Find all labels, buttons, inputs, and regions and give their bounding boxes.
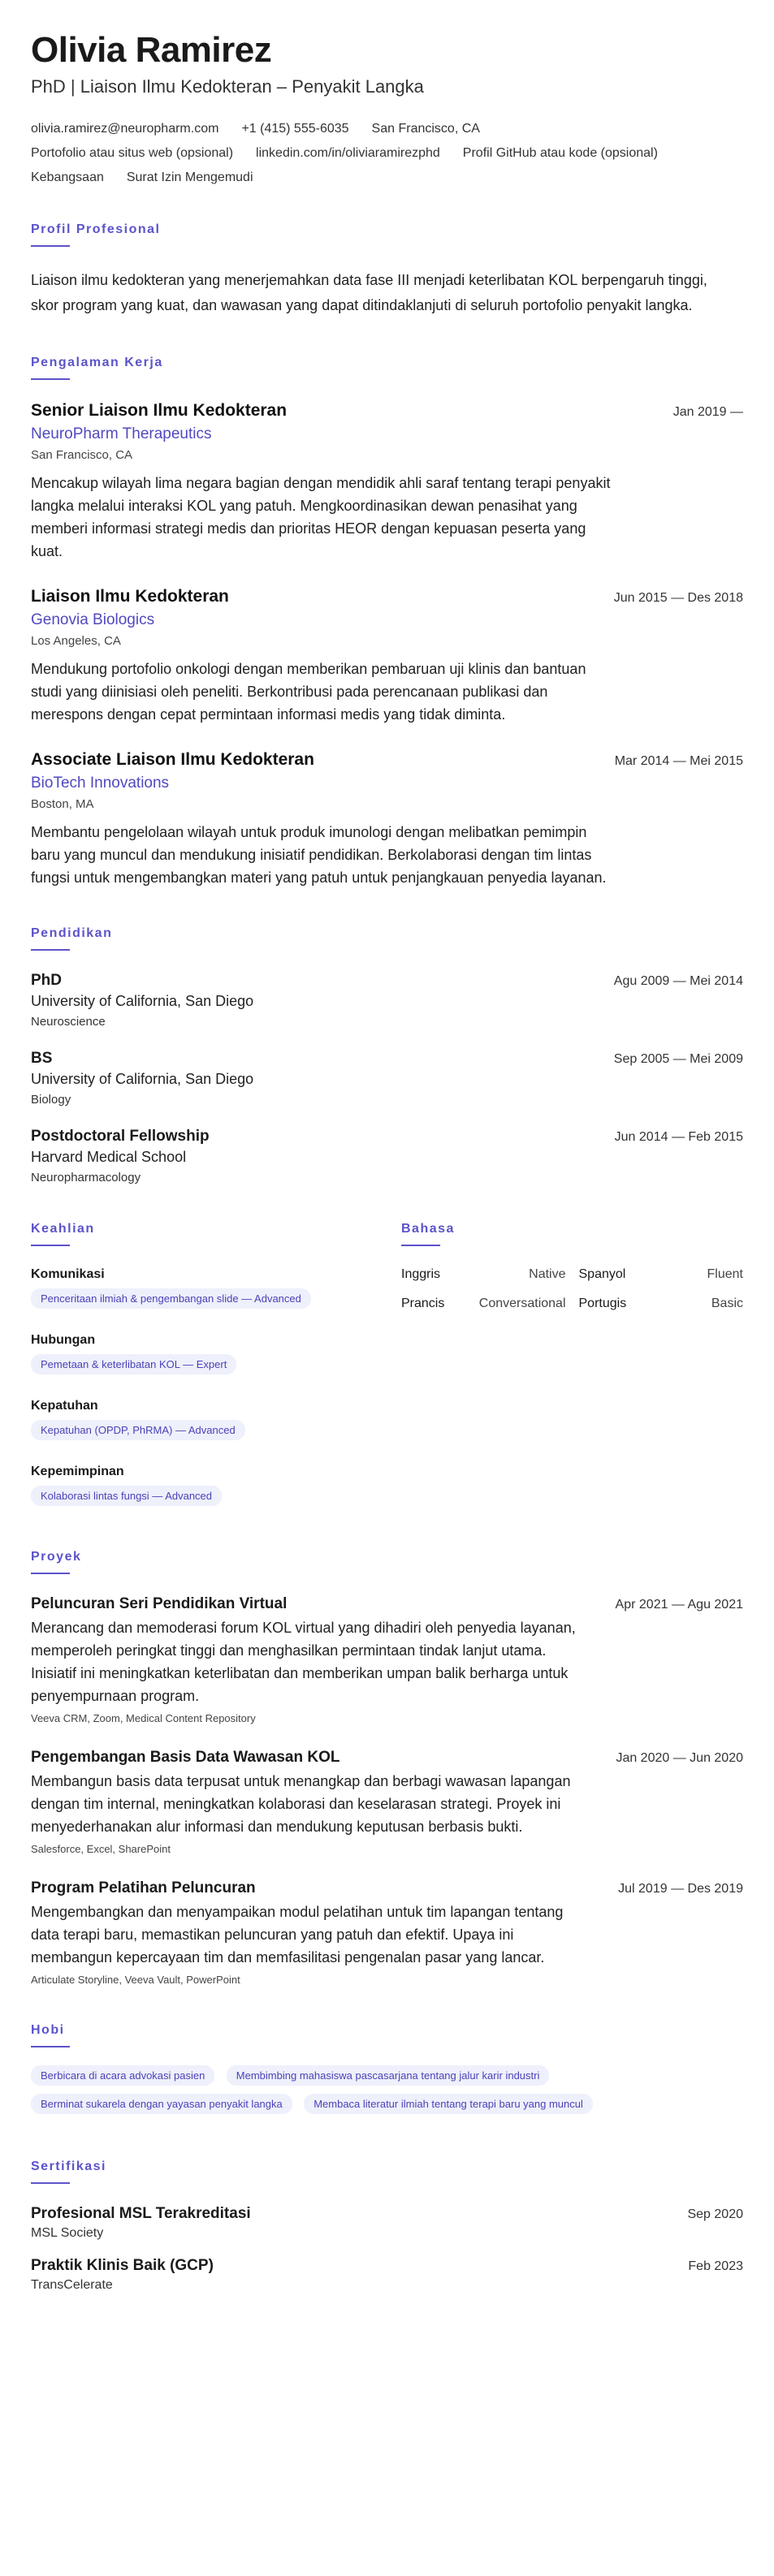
- project-description: Membangun basis data terpusat untuk menangkap dan berbagi wawasan lapangan dengan tim internal, meningkatkan kolaborasi dan keselarasan strategi. Proyek ini menyederhanakan alur informasi dan mendukung keputusan berbasis bukti.: [31, 1773, 571, 1835]
- project-tools: Veeva CRM, Zoom, Medical Content Repository: [31, 1712, 256, 1724]
- company-name: Genovia Biologics: [31, 611, 155, 628]
- project-name: Program Pelatihan Peluncuran: [31, 1879, 256, 1896]
- skill-category: Hubungan: [31, 1333, 96, 1347]
- section-title: Bahasa: [401, 1222, 455, 1236]
- project-entry: [31, 1879, 743, 1986]
- skill-tag: Penceritaan ilmiah & pengembangan slide — Advanced: [31, 1288, 311, 1309]
- section-divider: [31, 378, 70, 380]
- experience-entry: [31, 401, 743, 563]
- skill-tag: Kepatuhan (OPDP, PhRMA) — Advanced: [31, 1420, 245, 1440]
- education-date: Jun 2014 — Feb 2015: [614, 1130, 743, 1144]
- job-description: Mendukung portofolio onkologi dengan memberikan pembaruan uji klinis dan bantuan studi yang diinisiasi oleh peneliti. Berkontribusi pada perencanaan publikasi dan merespons dengan cepat permintaan informasi medis yang tidak diminta.: [31, 661, 586, 723]
- contact-row-1: [31, 122, 743, 136]
- section-divider: [31, 1245, 70, 1246]
- hobby-tag: Berminat sukarela dengan yayasan penyakit langka: [31, 2094, 292, 2114]
- degree: Postdoctoral Fellowship: [31, 1128, 210, 1145]
- hobby-tag: Membimbing mahasiswa pascasarjana tentang jalur karir industri: [227, 2065, 550, 2086]
- section-title: Hobi: [31, 2023, 65, 2037]
- certification-issuer: TransCelerate: [31, 2278, 113, 2292]
- summary-section: [31, 222, 743, 318]
- certification-entry: [31, 2257, 743, 2293]
- contact-portfolio[interactable]: Portofolio atau situs web (opsional): [31, 146, 234, 160]
- section-title: Profil Profesional: [31, 222, 161, 236]
- education-section: [31, 926, 743, 1184]
- language-name: Inggris: [401, 1267, 441, 1281]
- field-of-study: Neuroscience: [31, 1015, 106, 1029]
- job-location: San Francisco, CA: [31, 448, 133, 462]
- language-name: Portugis: [578, 1297, 627, 1310]
- contact-linkedin[interactable]: linkedin.com/in/oliviaramirezphd: [256, 146, 440, 160]
- job-title: Liaison Ilmu Kedokteran: [31, 587, 229, 606]
- contact-phone[interactable]: +1 (415) 555-6035: [241, 122, 349, 136]
- hobby-list: [31, 2065, 743, 2122]
- school-name: Harvard Medical School: [31, 1149, 187, 1165]
- skill-group: [31, 1267, 356, 1315]
- experience-section: [31, 356, 743, 889]
- job-title: Associate Liaison Ilmu Kedokteran: [31, 750, 314, 769]
- language-list: [401, 1267, 743, 1311]
- experience-entry: [31, 587, 743, 726]
- project-description: Mengembangkan dan menyampaikan modul pelatihan untuk tim lapangan tentang data terapi baru, memastikan peluncuran yang patuh dan efektif. Upaya ini membangun kepercayaan tim dan memfasilitasi pengenalan pasar yang lancar.: [31, 1904, 564, 1965]
- candidate-subtitle: PhD | Liaison Ilmu Kedokteran – Penyakit Langka: [31, 76, 424, 97]
- company-name: NeuroPharm Therapeutics: [31, 425, 212, 442]
- skills-column: [31, 1222, 356, 1512]
- skill-group: [31, 1333, 356, 1381]
- languages-column: [401, 1222, 743, 1512]
- education-entry: [31, 1050, 743, 1107]
- candidate-name: Olivia Ramirez: [31, 30, 272, 70]
- certification-date: Sep 2020: [687, 2207, 743, 2221]
- degree: PhD: [31, 972, 62, 989]
- education-entry: [31, 1128, 743, 1184]
- section-title: Pengalaman Kerja: [31, 356, 163, 369]
- section-title: Proyek: [31, 1550, 82, 1564]
- contact-row-2: [31, 146, 743, 161]
- job-description: Mencakup wilayah lima negara bagian dengan mendidik ahli saraf tentang terapi penyakit langka melalui interaksi KOL yang patuh. Mengkoordinasikan dewan penasihat yang memberi informasi strategi medis dan prioritas HEOR dengan kepuasan peserta yang kuat.: [31, 475, 611, 559]
- project-name: Peluncuran Seri Pendidikan Virtual: [31, 1595, 288, 1612]
- section-title: Sertifikasi: [31, 2160, 106, 2173]
- resume-header: [31, 29, 743, 185]
- project-date: Apr 2021 — Agu 2021: [615, 1598, 743, 1612]
- project-date: Jul 2019 — Des 2019: [618, 1882, 743, 1896]
- hobby-tag: Membaca literatur ilmiah tentang terapi baru yang muncul: [304, 2094, 593, 2114]
- project-name: Pengembangan Basis Data Wawasan KOL: [31, 1749, 340, 1766]
- contact-email[interactable]: olivia.ramirez@neuropharm.com: [31, 122, 219, 136]
- contact-license: Surat Izin Mengemudi: [126, 170, 253, 184]
- summary-text: Liaison ilmu kedokteran yang menerjemahkan data fase III menjadi keterlibatan KOL berpengaruh tinggi, skor program yang kuat, dan wawasan yang dapat ditindaklanjuti di seluruh portofolio penyakit langka.: [31, 272, 707, 313]
- language-item: [579, 1267, 744, 1282]
- section-title: Pendidikan: [31, 926, 113, 940]
- section-divider: [401, 1245, 440, 1246]
- section-divider: [31, 949, 70, 951]
- field-of-study: Neuropharmacology: [31, 1171, 141, 1184]
- certification-date: Feb 2023: [688, 2259, 743, 2273]
- school-name: University of California, San Diego: [31, 993, 254, 1009]
- section-title: Keahlian: [31, 1222, 95, 1236]
- skill-category: Kepemimpinan: [31, 1465, 124, 1478]
- certification-entry: [31, 2205, 743, 2241]
- job-date: Jan 2019 —: [672, 405, 743, 419]
- education-date: Agu 2009 — Mei 2014: [613, 974, 743, 988]
- experience-entry: [31, 750, 743, 889]
- job-title: Senior Liaison Ilmu Kedokteran: [31, 401, 288, 420]
- certification-issuer: MSL Society: [31, 2226, 104, 2240]
- company-name: BioTech Innovations: [31, 775, 170, 792]
- skill-group: [31, 1399, 356, 1447]
- language-name: Prancis: [401, 1297, 445, 1310]
- certification-name: Praktik Klinis Baik (GCP): [31, 2257, 214, 2274]
- skill-tag: Pemetaan & keterlibatan KOL — Expert: [31, 1354, 236, 1374]
- project-date: Jan 2020 — Jun 2020: [616, 1751, 743, 1765]
- job-date: Jun 2015 — Des 2018: [613, 591, 743, 605]
- skills-languages-section: [31, 1222, 743, 1512]
- hobbies-section: [31, 2023, 743, 2122]
- field-of-study: Biology: [31, 1093, 71, 1107]
- skill-tag: Kolaborasi lintas fungsi — Advanced: [31, 1486, 222, 1506]
- project-tools: Articulate Storyline, Veeva Vault, PowerPoint: [31, 1974, 240, 1986]
- degree: BS: [31, 1050, 53, 1067]
- section-divider: [31, 1573, 70, 1574]
- skill-category: Komunikasi: [31, 1267, 105, 1281]
- job-location: Los Angeles, CA: [31, 634, 121, 648]
- contact-nationality: Kebangsaan: [31, 170, 104, 184]
- project-description: Merancang dan memoderasi forum KOL virtual yang dihadiri oleh penyedia layanan, memperoleh peringkat tinggi dan menghasilkan permintaan tindak lanjut utama. Inisiatif ini meningkatkan keterlibatan dan memberikan umpan balik berharga untuk penyempurnaan program.: [31, 1620, 576, 1704]
- language-item: [579, 1297, 744, 1311]
- certification-name: Profesional MSL Terakreditasi: [31, 2205, 251, 2222]
- project-entry: [31, 1595, 743, 1724]
- section-divider: [31, 245, 70, 247]
- language-level: Basic: [711, 1297, 743, 1310]
- job-description: Membantu pengelolaan wilayah untuk produk imunologi dengan melibatkan pemimpin baru yang muncul dan mendukung inisiatif pendidikan. Berkolaborasi dengan tim lintas fungsi untuk mengembangkan materi yang patuh untuk penjangkauan penyedia layanan.: [31, 824, 607, 886]
- hobby-tag: Berbicara di acara advokasi pasien: [31, 2065, 214, 2086]
- school-name: University of California, San Diego: [31, 1071, 254, 1087]
- education-date: Sep 2005 — Mei 2009: [613, 1052, 743, 1066]
- section-divider: [31, 2182, 70, 2184]
- job-location: Boston, MA: [31, 797, 94, 811]
- skill-category: Kepatuhan: [31, 1399, 98, 1413]
- certifications-section: [31, 2160, 743, 2293]
- language-level: Native: [529, 1267, 566, 1281]
- projects-section: [31, 1550, 743, 1986]
- education-entry: [31, 972, 743, 1029]
- contact-location: San Francisco, CA: [371, 122, 480, 136]
- language-item: [401, 1267, 566, 1282]
- job-date: Mar 2014 — Mei 2015: [614, 754, 743, 768]
- language-level: Conversational: [478, 1297, 566, 1310]
- project-entry: [31, 1749, 743, 1855]
- language-item: [401, 1297, 566, 1311]
- skill-group: [31, 1465, 356, 1512]
- contact-github[interactable]: Profil GitHub atau kode (opsional): [462, 146, 658, 160]
- project-tools: Salesforce, Excel, SharePoint: [31, 1843, 171, 1855]
- language-level: Fluent: [707, 1267, 743, 1281]
- language-name: Spanyol: [578, 1267, 626, 1281]
- section-divider: [31, 2046, 70, 2047]
- contact-row-3: [31, 170, 743, 185]
